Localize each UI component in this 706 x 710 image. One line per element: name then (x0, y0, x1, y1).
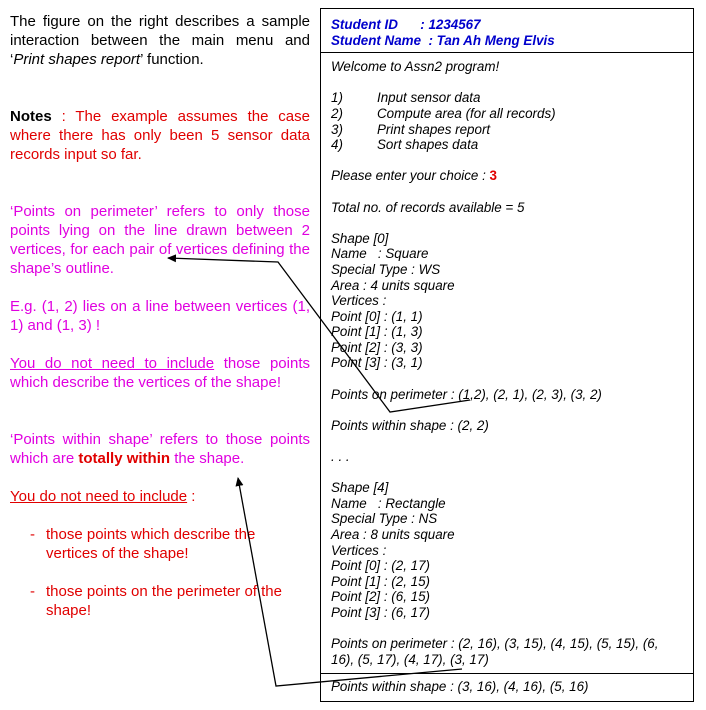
notes-label: Notes (10, 108, 52, 125)
intro-paragraph (10, 12, 310, 69)
vertex-point: Point [2] : (3, 3) (331, 339, 423, 355)
bullet-perimeter (30, 582, 310, 620)
bullet-vertices (30, 525, 310, 563)
within-definition (10, 430, 310, 468)
do-not-include-2: You do not need to include (10, 488, 188, 505)
menu-num: 4) (331, 137, 343, 153)
within-text-b: the shape. (170, 450, 245, 467)
vertices-label: Vertices : (331, 293, 387, 309)
vertex-point: Point [0] : (2, 17) (331, 558, 430, 574)
bullet-dash: - (30, 526, 35, 543)
vertex-point: Point [3] : (3, 1) (331, 355, 423, 371)
vertex-point: Point [3] : (6, 17) (331, 604, 430, 620)
separator (321, 52, 693, 53)
notes-paragraph (10, 107, 310, 164)
menu-item (331, 90, 683, 106)
menu-label: Compute area (for all records) (377, 105, 556, 121)
perimeter-points: Points on perimeter : (1,2), (2, 1), (2, 3), (3, 2) (331, 386, 602, 402)
shape-area: Area : 4 units square (331, 277, 455, 293)
choice-prompt (331, 168, 683, 184)
menu-num: 2) (331, 105, 343, 121)
shape-special: Special Type : WS (331, 261, 441, 277)
menu-num: 3) (331, 121, 343, 137)
vertex-point: Point [2] : (6, 15) (331, 589, 430, 605)
example-text: E.g. (1, 2) lies on a line between vertices (1, 1) and (1, 3) ! (10, 298, 310, 334)
explanation-panel (10, 12, 310, 620)
student-name: Student Name : Tan Ah Meng Elvis (331, 32, 555, 48)
menu-item (331, 106, 683, 122)
vertex-point: Point [1] : (2, 15) (331, 573, 430, 589)
within-points: Points within shape : (2, 2) (331, 417, 489, 433)
bullet-dash: - (30, 583, 35, 600)
total-records: Total no. of records available = 5 (331, 199, 525, 215)
perimeter-definition: ‘Points on perimeter’ refers to only those points lying on the line drawn between 2 vertices, for each pair of vertices defining the shape’s outline. (10, 203, 310, 277)
prompt-text: Please enter your choice : (331, 168, 490, 184)
console-output (320, 8, 694, 702)
perimeter-exclusion-text: those points which describe the vertices of the shape! (10, 355, 310, 391)
menu-label: Sort shapes data (377, 137, 479, 153)
bullet-text: those points which describe the vertices of the shape! (46, 526, 256, 562)
shape-special: Special Type : NS (331, 511, 438, 527)
within-text-a: ‘Points within shape’ refers to those points which are (10, 431, 310, 467)
notes-text: : The example assumes the case where there has only been 5 sensor data records input so far. (10, 108, 310, 163)
bullet-text: those points on the perimeter of the shape! (46, 583, 282, 619)
menu-item (331, 137, 683, 153)
shape-title: Shape [0] (331, 230, 389, 246)
intro-text-a: The figure on the right describes a sample interaction between the main menu and ‘ (10, 13, 310, 68)
welcome-line: Welcome to Assn2 program! (331, 59, 500, 75)
vertices-label: Vertices : (331, 542, 387, 558)
vertex-point: Point [0] : (1, 1) (331, 308, 423, 324)
within-bold: totally within (78, 450, 171, 467)
shape-name: Name : Square (331, 246, 429, 262)
menu-item (331, 122, 683, 138)
menu-num: 1) (331, 90, 343, 106)
shape-title: Shape [4] (331, 480, 389, 496)
perimeter-points-cont: 16), (5, 17), (4, 17), (3, 17) (331, 651, 489, 667)
choice-value: 3 (489, 168, 497, 184)
separator (321, 673, 693, 674)
student-id: Student ID : 1234567 (331, 17, 481, 32)
shape-name: Name : Rectangle (331, 495, 446, 511)
vertex-point: Point [1] : (1, 3) (331, 324, 423, 340)
ellipsis: . . . (331, 449, 350, 465)
colon-text: : (187, 488, 196, 505)
function-name: Print shapes report (13, 51, 141, 68)
do-not-include-1: You do not need to include (10, 355, 215, 372)
perimeter-exclusion (10, 354, 310, 392)
within-exclusion (10, 487, 310, 506)
shape-area: Area : 8 units square (331, 527, 455, 542)
menu-label: Input sensor data (377, 90, 481, 106)
within-points: Points within shape : (3, 16), (4, 16), (5, 16) (331, 679, 589, 695)
menu-label: Print shapes report (377, 121, 491, 137)
perimeter-points: Points on perimeter : (2, 16), (3, 15), (4, 15), (5, 15), (6, (331, 636, 659, 652)
intro-text-b: ’ function. (140, 51, 204, 68)
